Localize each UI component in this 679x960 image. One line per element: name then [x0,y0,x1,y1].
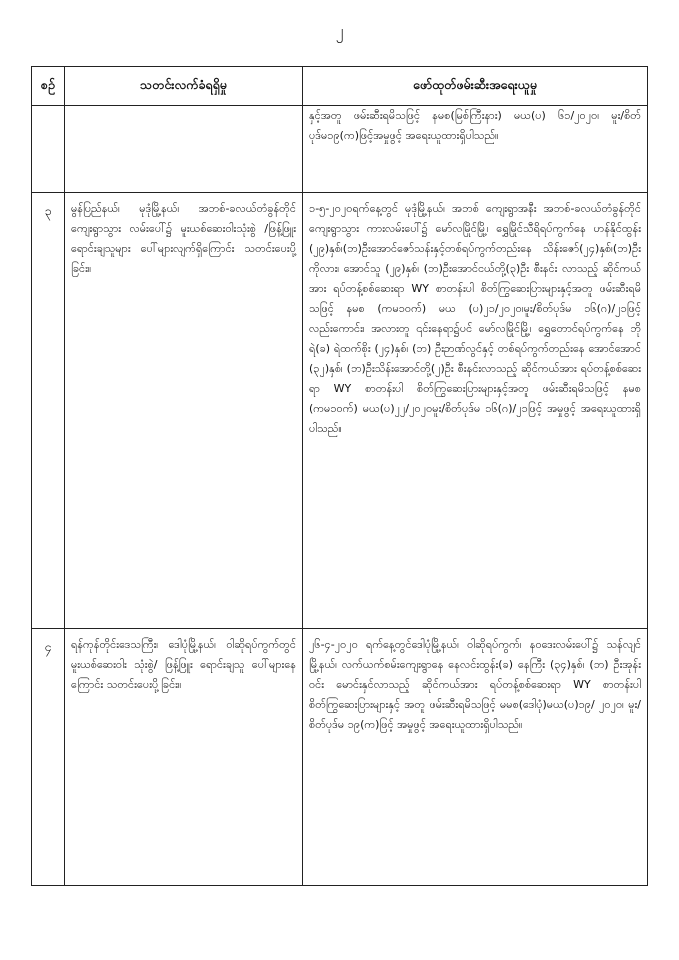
table-row [32,106,648,193]
page-number: ၂ [335,21,344,40]
header-action-taken: ဖော်ထုတ်ဖမ်းဆီးအရေးယူမှု [303,67,648,106]
row-info-received: ရန်ကုန်တိုင်းဒေသကြီး၊ ဒေါပုံမြို့နယ်၊ ဝါဆိုရပ်ကွက်တွင် မူးယစ်ဆေးဝါး သုံးစွဲ/ ဖြန့်ဖြူး ရောင်းချသူ ပေါ်များနေကြောင်း သတင်းပေးပို့ခြင်း။ [65,629,303,886]
row-serial-no: ၄ [32,629,65,886]
row-serial-no [32,106,65,193]
row-info-received [65,106,303,193]
table-row [32,193,648,629]
row-action-taken: ၁-၅-၂၀၂၀ရက်နေ့တွင် မုဒုံမြို့နယ်၊ အဘစ် ကျေးရွာအနီး အဘစ်-ခလယ်တံခွန်တိုင် ကျေးရွာသွား ကားလမ်းပေါ်၌ မော်လမြိုင်မြို့၊ ရွှေမြိုင်သီရိရပ်ကွက်နေ ဟန်နိုင်ထွန်း (၂၉)နှစ်၊(ဘ)ဦးအောင်ဇော်သန်းနှင့်တစ်ရပ်ကွက်တည်းနေ သိန်းဇော်(၂၄)နှစ်၊(ဘ)ဦးကိုလား၊ အောင်သူ (၂၉)နှစ်၊ (ဘ)ဦးအောင်ငယ်တို့(၃)ဦး စီးနင်း လာသည့် ဆိုင်ကယ်အား ရပ်တန့်စစ်ဆေးရာ WY စာတန်းပါ စိတ်ကြွဆေးပြားများနှင့်အတူ ဖမ်းဆီးရမိသဖြင့် နမစ (ကမ၁၀က်) မယ (ပ)၂၁/၂၀၂၀၊မူး/စိတ်ပုဒ်မ ၁၆(ဂ)/၂၁ဖြင့် လည်းကောင်း၊ အလားတူ ၎င်းနေရာ၌ပင် မော်လမြိုင်မြို့၊ ရွှေတောင်ရပ်ကွက်နေ ဘိုရဲ(ခ) ရဲထက်စိုး (၂၄)နှစ်၊ (ဘ) ဦးဉာဏ်လွင်နှင့် တစ်ရပ်ကွက်တည်းနေ အောင်အောင် (၃၂)နှစ်၊ (ဘ)ဦးသိန်းအောင်တို့(၂)ဦး စီးနင်းလာသည့် ဆိုင်ကယ်အား ရပ်တန့်စစ်ဆေးရာ WY စာတန်းပါ စိတ်ကြွဆေးပြားများနှင့်အတူ ဖမ်းဆီးရမိသဖြင့် နမစ (ကမ၁၀က်) မယ(ပ)၂၂/၂၀၂၀မူး/စိတ်ပုဒ်မ ၁၆(ဂ)/၂၁ဖြင့် အမှုဖွင့် အရေးယူထားရှိပါသည်။ [303,193,648,629]
row-info-received: မွန်ပြည်နယ်၊ မုဒုံမြို့နယ်၊ အဘစ်-ခလယ်တံခွန်တိုင်ကျေးရွာသွား လမ်းပေါ်၌ မူးယစ်ဆေးဝါးသုံးစွဲ /ဖြန့်ဖြူးရောင်းချသူများ ပေါ်များလျက်ရှိကြောင်း သတင်းပေးပို့ခြင်း။ [65,193,303,629]
row-action-taken: ၂၆-၄-၂၀၂၀ ရက်နေ့တွင်ဒေါပုံမြို့နယ်၊ ဝါဆိုရပ်ကွက်၊ နဝဒေးလမ်းပေါ်၌ သန်လျင်မြို့နယ်၊ လက်ယက်စမ်းကျေးရွာနေ နေလင်းထွန်း(ခ) နေကြီး (၃၄)နှစ်၊ (ဘ) ဦးအုန်းဝင်း မောင်းနှင်လာသည့် ဆိုင်ကယ်အား ရပ်တန့်စစ်ဆေးရာ WY စာတန်းပါ စိတ်ကြွဆေးပြားများနှင့် အတူ ဖမ်းဆီးရမိသဖြင့် မမစ(ဒေါပုံ)မယ(ပ)၁၉/ ၂၀၂၀၊ မူး/စိတ်ပုဒ်မ ၁၉(က)ဖြင့် အမှုဖွင့် အရေးယူထားရှိပါသည်။ [303,629,648,886]
table-header-row [32,67,648,106]
table-row [32,629,648,886]
header-serial-no: စဉ် [32,67,65,106]
report-table [31,66,648,886]
row-action-taken: နှင့်အတူ ဖမ်းဆီးရမိသဖြင့် နမစ(မြစ်ကြီးနား) မယ(ပ) ၆၁/၂၀၂၀၊ မူး/စိတ်ပုဒ်မ၁၉(က)ဖြင့်အမှုဖွင့် အရေးယူထားရှိပါသည်။ [303,106,648,193]
header-info-received: သတင်းလက်ခံရရှိမှု [65,67,303,106]
row-serial-no: ၃ [32,193,65,629]
